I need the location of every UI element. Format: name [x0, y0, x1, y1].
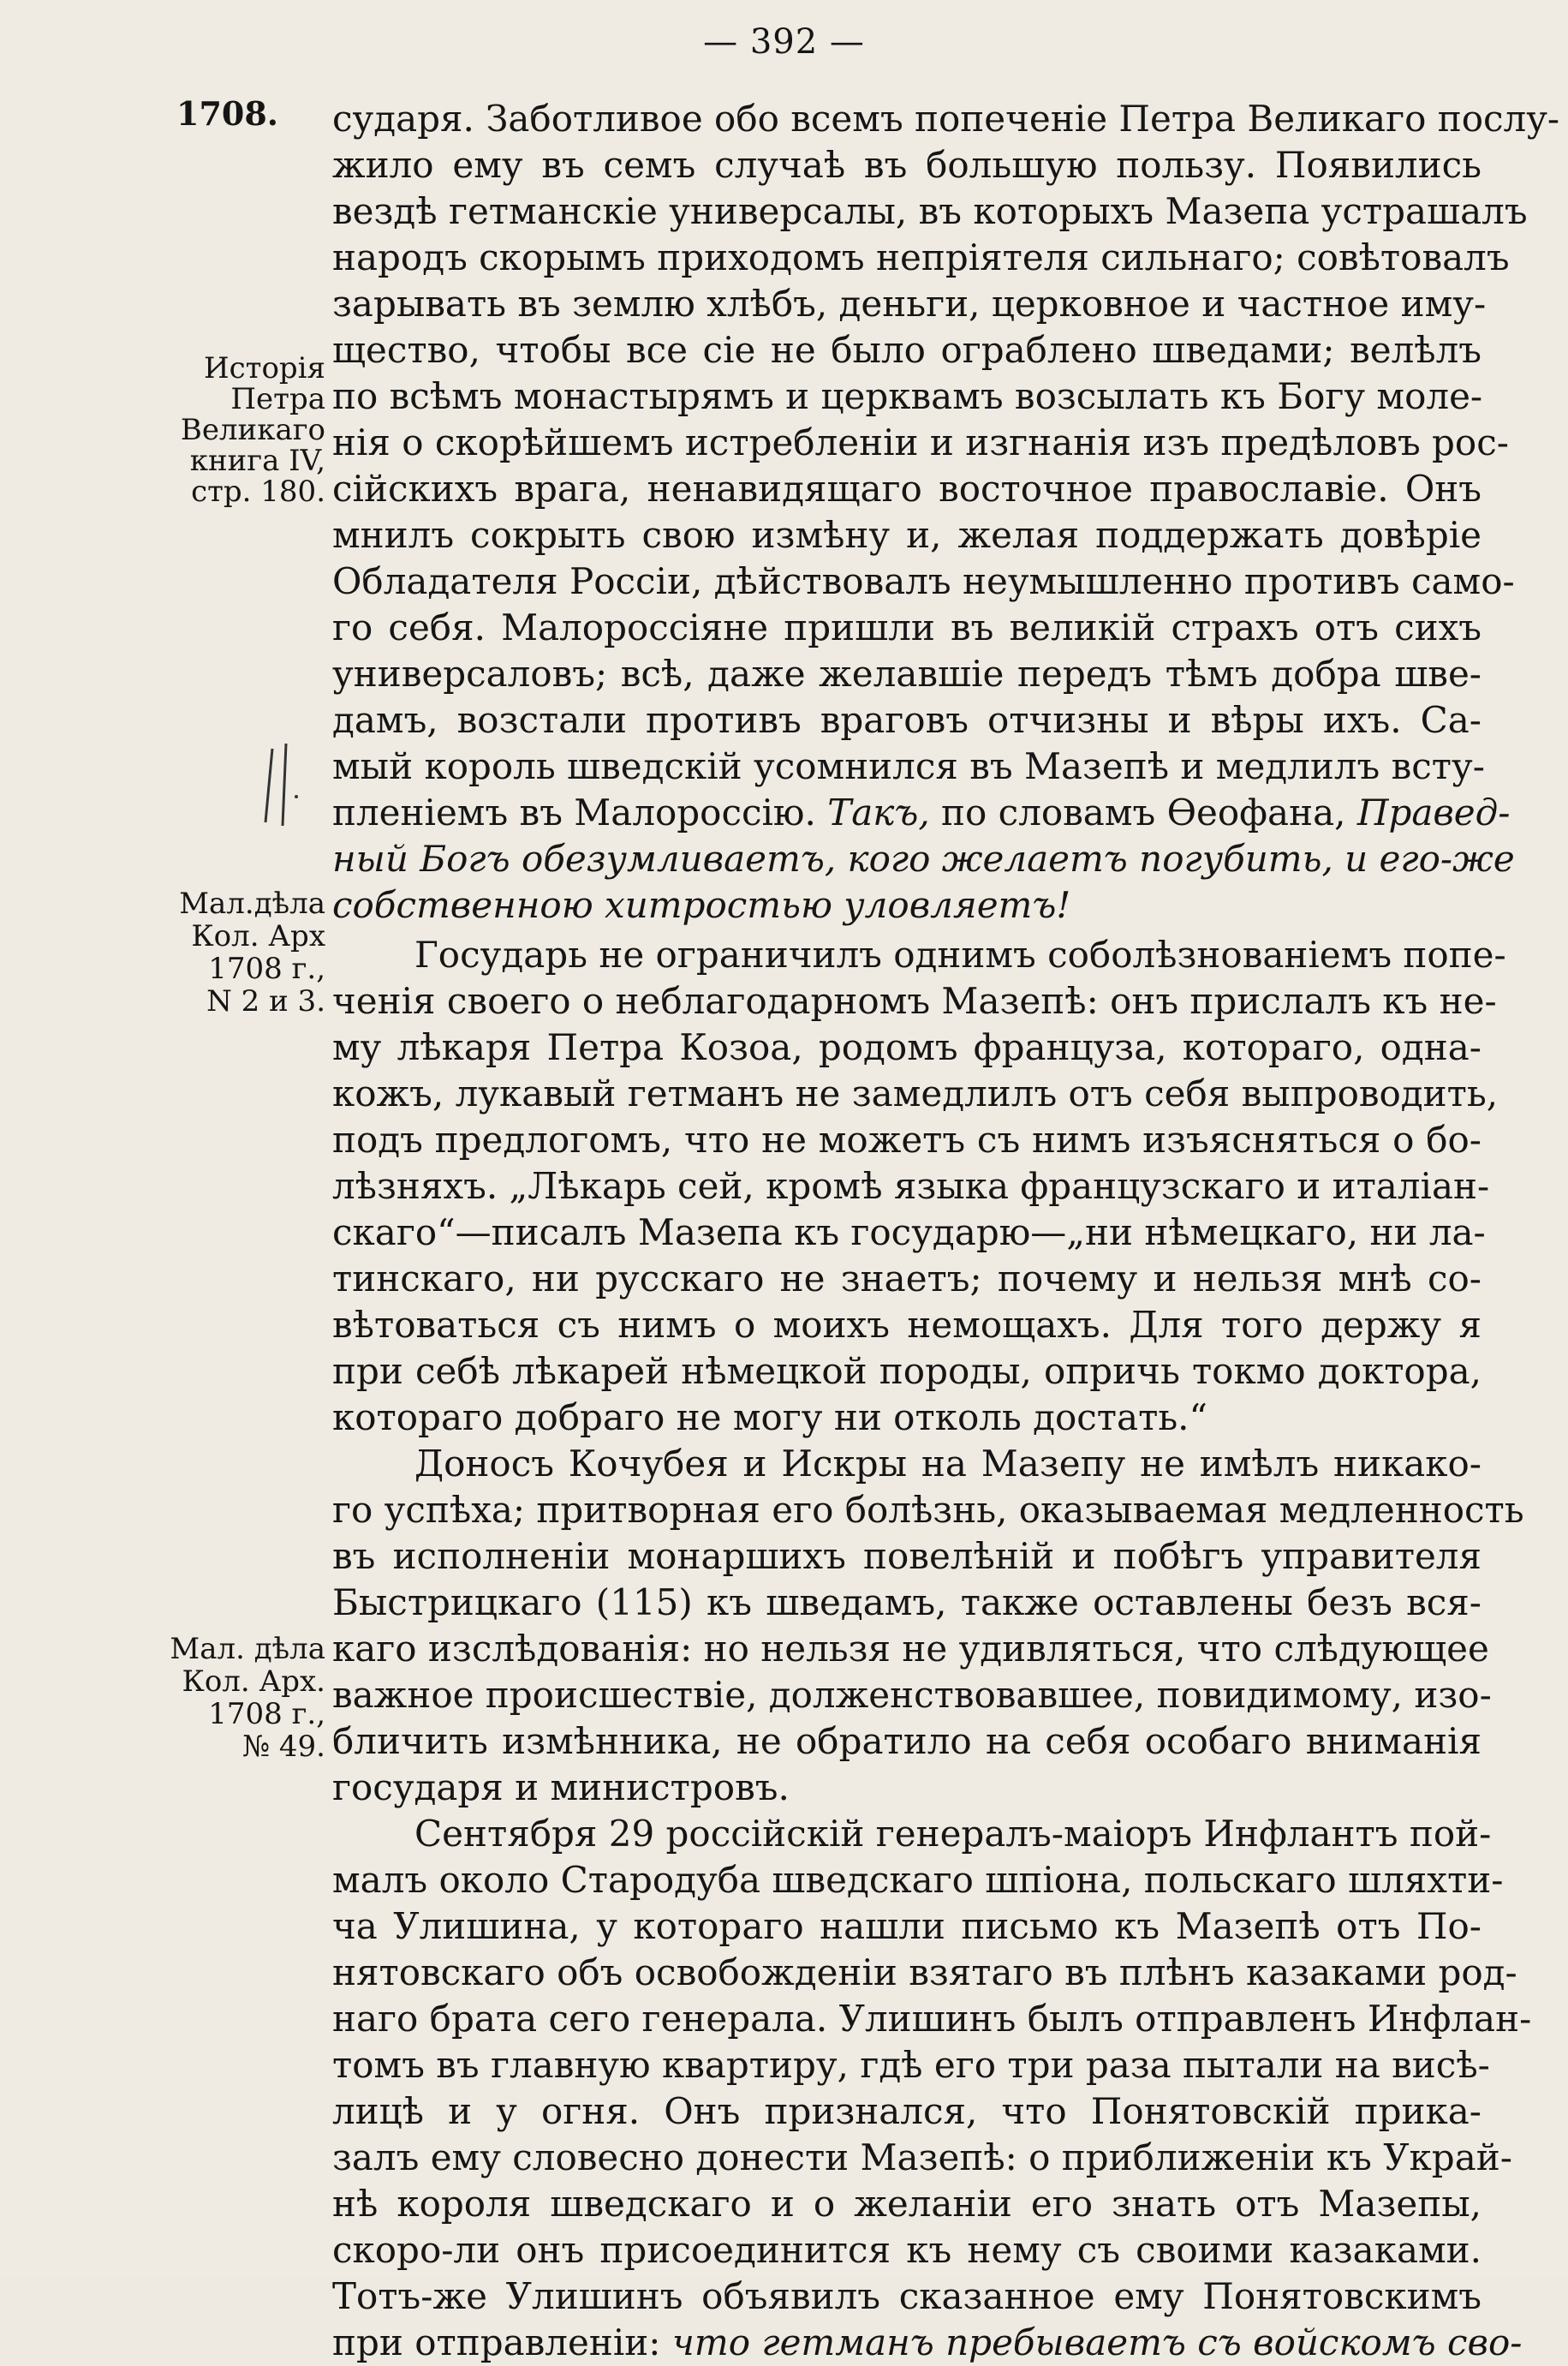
margin-note-line: книга IV,	[189, 444, 325, 478]
text-line	[332, 1441, 1482, 1487]
text-run: универсаловъ; всѣ, даже желавшіе передъ тѣмъ добра шве-	[332, 653, 1482, 695]
margin-note-line: Мал.дѣла	[179, 887, 325, 921]
text-run: щество, чтобы все сіе не было ограблено шведами; велѣлъ	[332, 329, 1482, 371]
text-run: ный Богъ обезумливаетъ, кого желаетъ погубить, и его-же	[332, 838, 1515, 880]
text-line	[332, 559, 1515, 605]
text-run: при себѣ лѣкарей нѣмецкой породы, опричь токмо доктора,	[332, 1350, 1482, 1392]
text-line	[332, 1348, 1482, 1395]
text-run: при отправленіи:	[332, 2321, 672, 2363]
margin-note-line: Исторія	[203, 351, 325, 385]
text-run: кожъ, лукавый гетманъ не замедлилъ отъ себя выпроводить,	[332, 1072, 1499, 1114]
text-line	[332, 420, 1509, 466]
text-run: бличить измѣнника, не обратило на себя особаго вниманія	[332, 1720, 1482, 1762]
paragraph-p2	[332, 932, 1506, 1441]
text-run: народъ скорымъ приходомъ непріятеля сильнаго; совѣтовалъ	[332, 236, 1510, 278]
text-line	[332, 327, 1482, 373]
text-run: Быстрицкаго (115) къ шведамъ, также оставлены безъ вся-	[332, 1581, 1482, 1623]
text-line	[332, 882, 1482, 929]
text-line	[332, 1765, 1482, 1811]
italic-text-run: Такъ,	[827, 792, 930, 833]
text-run: государя и министровъ.	[332, 1766, 790, 1808]
text-line	[332, 1672, 1492, 1718]
text-line	[332, 790, 1511, 836]
text-line	[332, 1071, 1499, 1117]
text-line	[332, 1117, 1482, 1163]
text-run: ченія своего о неблагодарномъ Мазепѣ: онъ прислалъ къ не-	[332, 980, 1497, 1022]
text-line	[332, 1996, 1532, 2042]
text-line	[332, 2042, 1490, 2088]
text-line	[332, 1950, 1517, 1996]
text-run: вѣтоваться съ нимъ о моихъ немощахъ. Для того держу я	[332, 1304, 1482, 1346]
text-line	[332, 512, 1482, 559]
text-run: собственною хитростью уловляетъ!	[332, 884, 1071, 926]
text-line	[332, 1580, 1482, 1626]
text-line	[332, 142, 1482, 188]
text-run: каго изслѣдованія: но нельзя не удивляться, что слѣдующее	[332, 1628, 1489, 1670]
text-run: по словамъ Ѳеофана,	[929, 792, 1357, 833]
text-run: подъ предлогомъ, что не можетъ съ нимъ изъясняться о бо-	[332, 1119, 1482, 1161]
text-run: мнилъ сокрыть свою измѣну и, желая поддержать довѣріе	[332, 514, 1482, 556]
text-line	[332, 1487, 1524, 1533]
text-line	[332, 2181, 1482, 2227]
text-line	[332, 697, 1482, 744]
text-run: мый король шведскій усомнился въ Мазепѣ и медлилъ всту-	[332, 745, 1485, 787]
margin-note-line: Кол. Арх.	[182, 1664, 325, 1699]
text-line	[332, 2135, 1512, 2181]
text-run: томъ въ главную квартиру, гдѣ его три раза пытали на висѣ-	[332, 2044, 1490, 2086]
text-line	[332, 978, 1497, 1025]
text-line	[332, 2273, 1482, 2320]
page-number: — 392 —	[703, 22, 865, 62]
paragraph-p4	[332, 1811, 1532, 2366]
text-line	[332, 1302, 1482, 1348]
text-line	[332, 1903, 1482, 1950]
margin-note-history-reference	[176, 353, 325, 507]
text-run: важное происшествіе, долженствовавшее, повидимому, изо-	[332, 1674, 1492, 1716]
margin-note-line: стр. 180.	[191, 475, 325, 509]
paragraph-p1	[332, 96, 1560, 929]
text-line	[332, 744, 1485, 790]
text-run: по всѣмъ монастырямъ и церквамъ возсылать къ Богу моле-	[332, 375, 1483, 417]
text-run: му лѣкаря Петра Козоа, родомъ француза, котораго, одна-	[332, 1026, 1482, 1068]
text-line	[332, 1626, 1489, 1672]
margin-note-archive-reference-2	[163, 1633, 325, 1763]
text-line	[332, 1163, 1490, 1210]
margin-year: 1708.	[176, 94, 278, 133]
text-run: сударя. Заботливое обо всемъ попеченіе Петра Великаго послу-	[332, 98, 1560, 140]
text-run: Сентября 29 россійскій генералъ-маіоръ Инфлантъ пой-	[414, 1813, 1492, 1855]
text-run: наго брата сего генерала. Улишинъ былъ отправленъ Инфлан-	[332, 1998, 1532, 2040]
text-line	[332, 2320, 1523, 2366]
text-line	[332, 235, 1510, 281]
text-line	[332, 836, 1515, 882]
text-run: нятовскаго объ освобожденіи взятаго въ плѣнъ казаками род-	[332, 1951, 1517, 1993]
pencil-mark-icon	[257, 737, 300, 839]
text-run: жило ему въ семъ случаѣ въ большую пользу. Появились	[332, 144, 1482, 186]
text-line	[332, 1256, 1482, 1302]
margin-note-line: Великаго	[180, 413, 325, 447]
text-run: котораго добраго не могу ни отколь достать.“	[332, 1396, 1208, 1438]
text-run: Тотъ-же Улишинъ объявилъ сказанное ему Понятовскимъ	[332, 2275, 1482, 2317]
text-run: го успѣха; притворная его болѣзнь, оказываемая медленность	[332, 1489, 1524, 1531]
text-run: малъ около Стародуба шведскаго шпіона, польскаго шляхти-	[332, 1859, 1504, 1901]
paragraph-p3	[332, 1441, 1524, 1811]
margin-note-line: 1708 г.,	[208, 952, 325, 986]
text-run: нія о скорѣйшемъ истребленіи и изгнанія изъ предѣловъ рос-	[332, 421, 1509, 463]
text-run: вездѣ гетманскіе универсалы, въ которыхъ Мазепа устрашалъ	[332, 190, 1528, 232]
text-run: залъ ему словесно донести Мазепѣ: о приближеніи къ Украй-	[332, 2136, 1512, 2178]
text-run: въ исполненіи монаршихъ повелѣній и побѣгъ управителя	[332, 1535, 1482, 1577]
text-line	[332, 188, 1528, 235]
text-run: лѣзняхъ. „Лѣкарь сей, кромѣ языка французскаго и италіан-	[332, 1165, 1490, 1207]
text-line	[332, 281, 1487, 327]
text-line	[332, 1395, 1482, 1441]
italic-text-run: Правед-	[1356, 792, 1511, 833]
text-line	[332, 373, 1482, 420]
margin-note-archive-reference-1	[163, 887, 325, 1018]
margin-note-line: 1708 г.,	[208, 1697, 325, 1731]
text-run: Доносъ Кочубея и Искры на Мазепу не имѣлъ никако-	[414, 1443, 1482, 1485]
margin-note-line: N 2 и 3.	[206, 984, 325, 1019]
text-run: зарывать въ землю хлѣбъ, деньги, церковное и частное иму-	[332, 283, 1487, 325]
text-line	[332, 605, 1482, 651]
text-line	[332, 932, 1506, 978]
text-run: пленіемъ въ Малороссію.	[332, 792, 828, 833]
text-run: Обладателя Россіи, дѣйствовалъ неумышленно противъ само-	[332, 560, 1515, 602]
text-line	[332, 2088, 1482, 2135]
text-run: ча Улишина, у котораго нашли письмо къ Мазепѣ отъ По-	[332, 1905, 1482, 1947]
text-run: скоро-ли онъ присоединится къ нему съ своими казаками.	[332, 2229, 1482, 2271]
italic-text-run: что гетманъ пребываетъ съ войскомъ сво-	[671, 2321, 1523, 2363]
margin-note-line: Мал. дѣла	[170, 1632, 325, 1666]
margin-note-line: Кол. Арх	[191, 919, 325, 953]
text-run: лицѣ и у огня. Онъ признался, что Понятовскій прика-	[332, 2090, 1482, 2132]
text-run: Государь не ограничилъ однимъ соболѣзнованіемъ попе-	[414, 934, 1506, 976]
text-line	[332, 2227, 1482, 2273]
text-line	[332, 1718, 1482, 1765]
text-line	[332, 466, 1482, 512]
text-line	[332, 1533, 1482, 1580]
text-run: нѣ короля шведскаго и о желаніи его знать отъ Мазепы,	[332, 2183, 1482, 2225]
text-line	[332, 96, 1560, 142]
text-run: скаго“—писалъ Мазепа къ государю—„ни нѣмецкаго, ни ла-	[332, 1211, 1486, 1253]
text-line	[332, 1210, 1486, 1256]
margin-note-line: № 49.	[241, 1730, 325, 1764]
text-line	[332, 1025, 1482, 1071]
text-run: тинскаго, ни русскаго не знаетъ; почему и нельзя мнѣ со-	[332, 1258, 1482, 1300]
text-line	[332, 651, 1482, 697]
text-line	[332, 1811, 1492, 1857]
margin-note-line: Петра	[230, 382, 325, 416]
text-line	[332, 1857, 1504, 1903]
text-run: сійскихъ врага, ненавидящаго восточное православіе. Онъ	[332, 468, 1482, 510]
text-run: го себя. Малороссіяне пришли въ великій страхъ отъ сихъ	[332, 606, 1482, 648]
text-run: дамъ, возстали противъ враговъ отчизны и вѣры ихъ. Са-	[332, 699, 1482, 741]
